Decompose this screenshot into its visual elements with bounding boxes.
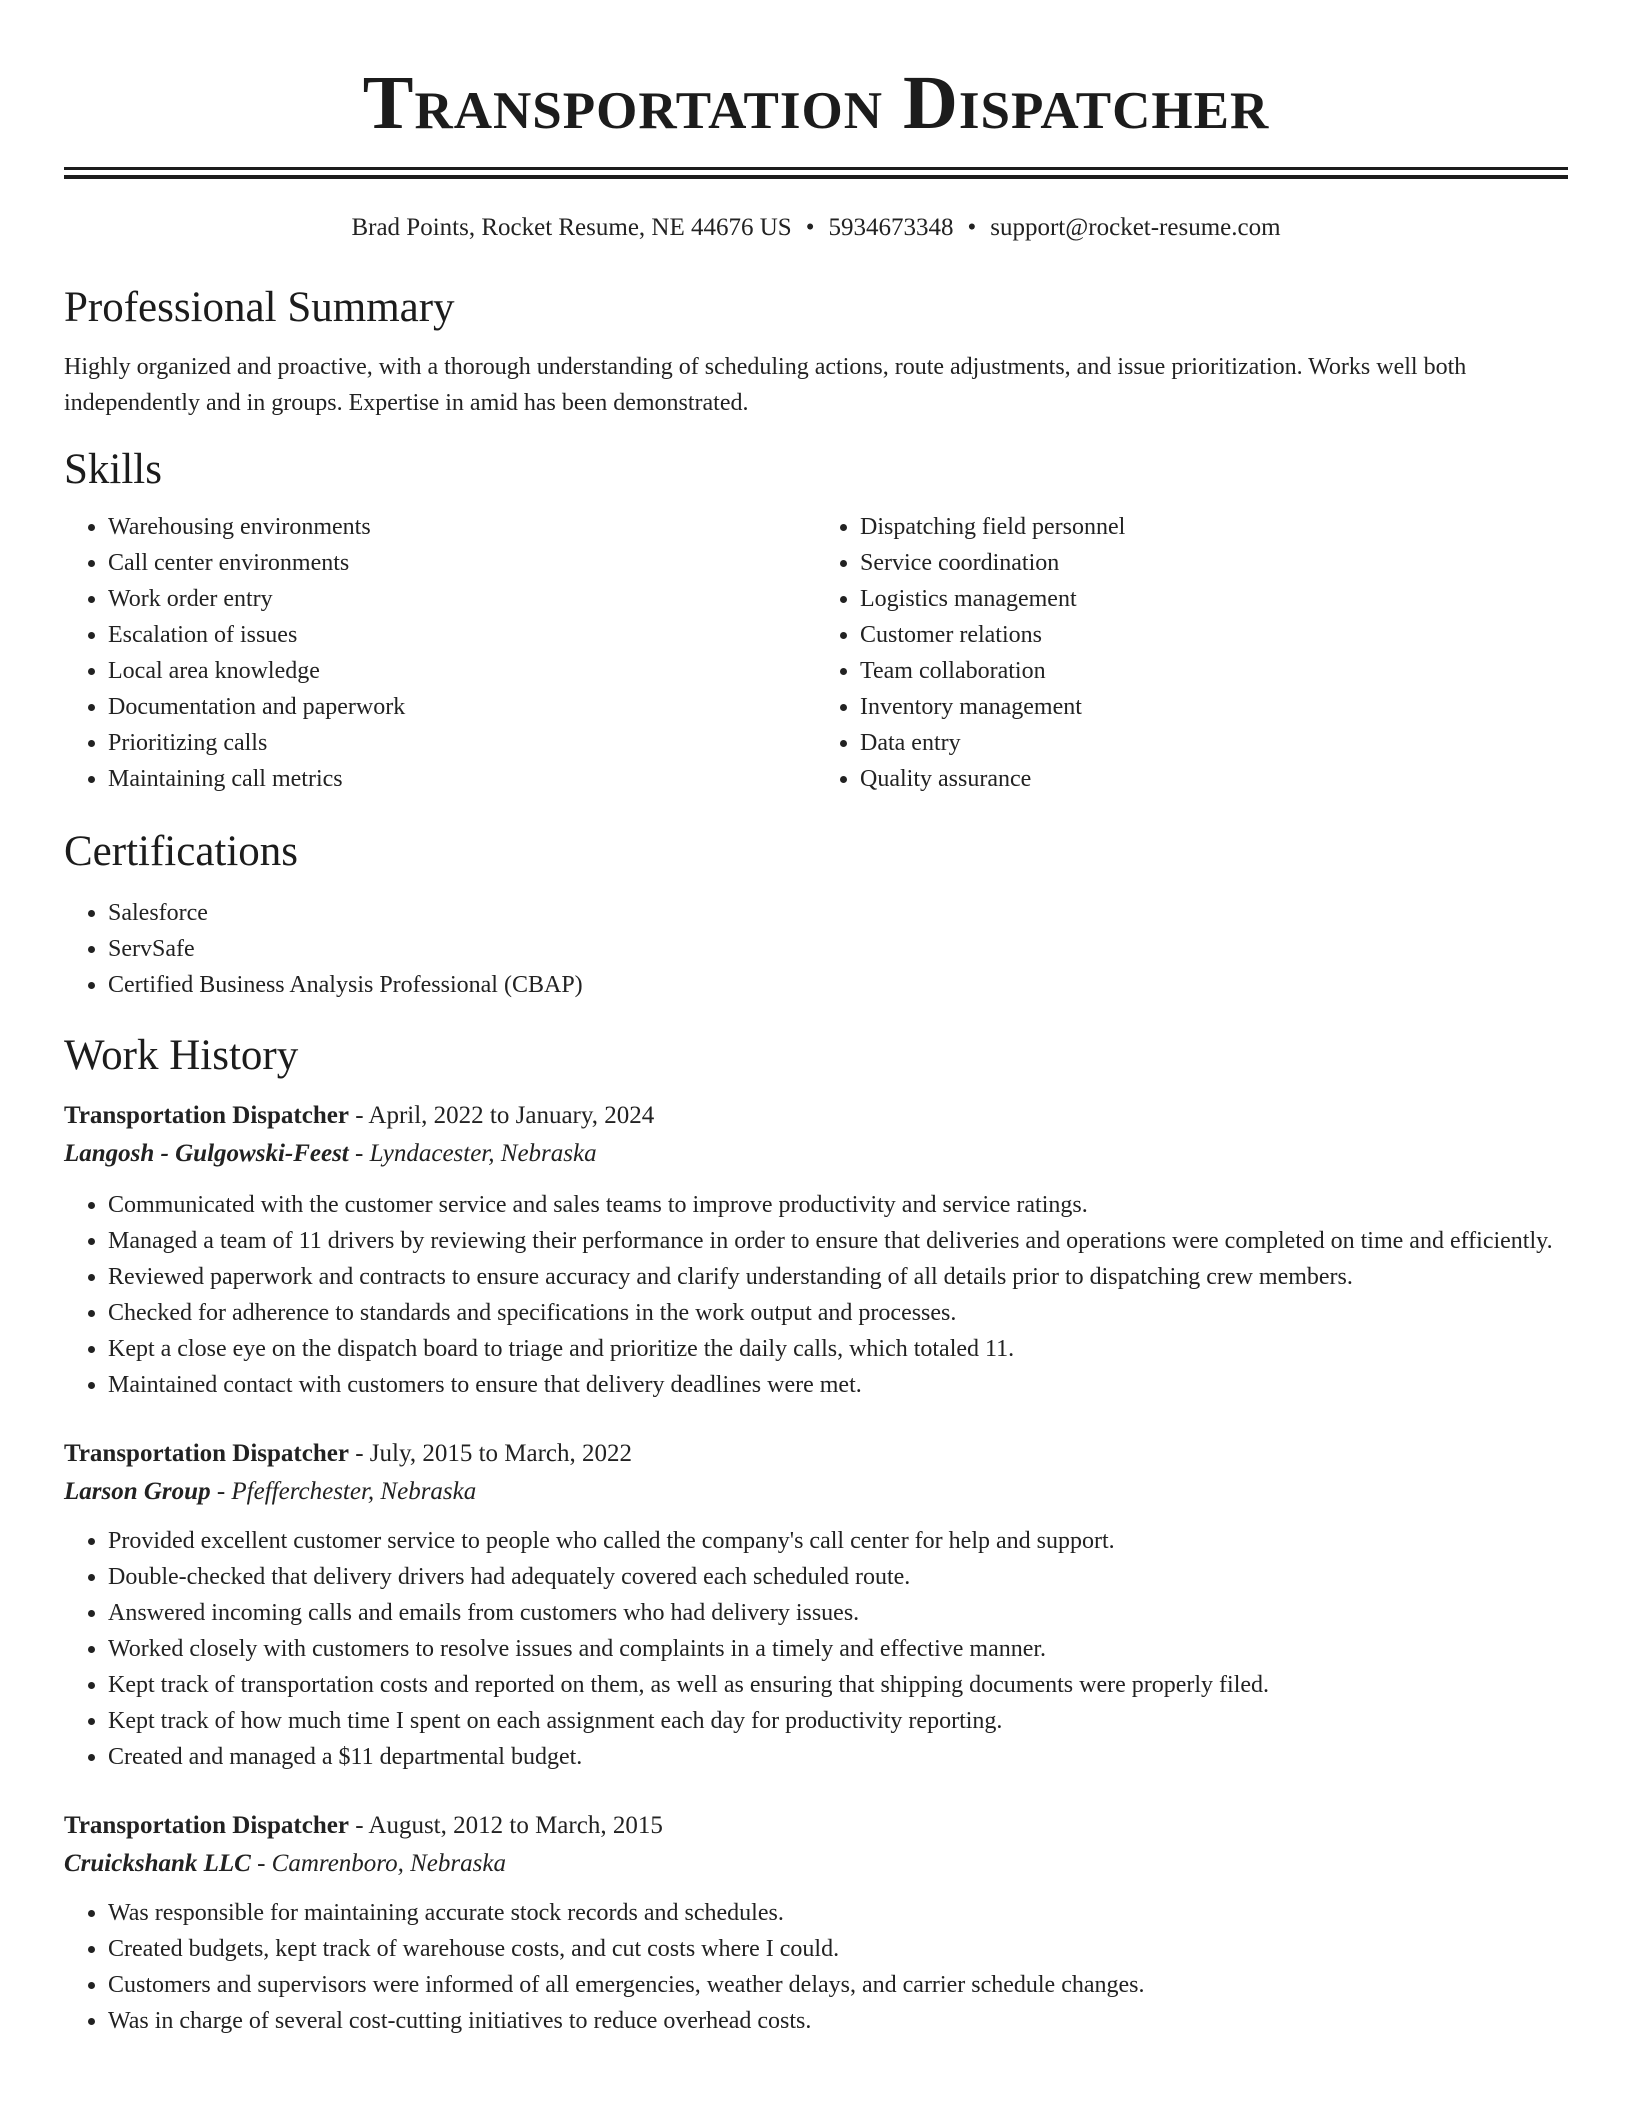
job-bullet: • Worked closely with customers to resolve issues and complaints in a timely and effective manner. <box>108 1631 1568 1667</box>
job-dates: - August, 2012 to March, 2015 <box>348 1812 663 1839</box>
certifications-list <box>64 895 1568 1003</box>
contact-line <box>64 213 1568 243</box>
job-bullet: • Maintained contact with customers to ensure that delivery deadlines were met. <box>108 1367 1568 1403</box>
company-location: - Pfefferchester, Nebraska <box>210 1478 477 1505</box>
job-title: Transportation Dispatcher <box>64 1812 349 1839</box>
skill-item: • Quality assurance <box>860 761 1568 797</box>
skill-item: • Work order entry <box>108 581 816 617</box>
skill-item: • Inventory management <box>860 689 1568 725</box>
job-title-line <box>64 1807 1568 1845</box>
skill-item: • Local area knowledge <box>108 653 816 689</box>
title-divider-lower <box>64 175 1568 179</box>
company-location: - Camrenboro, Nebraska <box>250 1850 506 1877</box>
job-bullet: • Customers and supervisors were informed of all emergencies, weather delays, and carrier schedule changes. <box>108 1967 1568 2003</box>
job-bullet: • Created budgets, kept track of warehouse costs, and cut costs where I could. <box>108 1931 1568 1967</box>
company-name: Cruickshank LLC <box>64 1850 251 1877</box>
work-history-heading: Work History <box>64 1032 299 1079</box>
company-line <box>64 1135 1568 1173</box>
company-line <box>64 1473 1568 1511</box>
skill-item: • Escalation of issues <box>108 617 816 653</box>
job-bullet: • Checked for adherence to standards and specifications in the work output and processes. <box>108 1295 1568 1331</box>
job-title: Transportation Dispatcher <box>64 1102 349 1129</box>
skills-heading: Skills <box>64 446 162 493</box>
certification-item: • Certified Business Analysis Professional (CBAP) <box>108 967 1568 1003</box>
job-bullet: • Provided excellent customer service to people who called the company's call center for help and support. <box>108 1523 1568 1559</box>
skill-item: • Maintaining call metrics <box>108 761 816 797</box>
job-dates: - July, 2015 to March, 2022 <box>348 1440 633 1467</box>
job-entry <box>64 1435 1568 1775</box>
skill-item: • Service coordination <box>860 545 1568 581</box>
job-bullet: • Kept track of how much time I spent on each assignment each day for productivity reporting. <box>108 1703 1568 1739</box>
contact-email: support@rocket-resume.com <box>990 214 1281 241</box>
skills-column-right <box>816 509 1568 797</box>
skill-item: • Dispatching field personnel <box>860 509 1568 545</box>
contact-separator: • <box>967 214 977 241</box>
job-dates: - April, 2022 to January, 2024 <box>348 1102 655 1129</box>
resume-title: Transportation Dispatcher <box>362 61 1270 145</box>
skills-list <box>64 509 1568 797</box>
job-bullet: • Was in charge of several cost-cutting initiatives to reduce overhead costs. <box>108 2003 1568 2039</box>
title-divider <box>64 167 1568 170</box>
skill-item: • Data entry <box>860 725 1568 761</box>
company-location: - Lyndacester, Nebraska <box>348 1140 597 1167</box>
job-bullet: • Answered incoming calls and emails from customers who had delivery issues. <box>108 1595 1568 1631</box>
job-title-line <box>64 1435 1568 1473</box>
job-bullet: • Double-checked that delivery drivers had adequately covered each scheduled route. <box>108 1559 1568 1595</box>
summary-heading: Professional Summary <box>64 284 455 331</box>
certification-item: • ServSafe <box>108 931 1568 967</box>
job-bullets <box>64 1895 1568 2039</box>
company-name: Larson Group <box>64 1478 211 1505</box>
skill-item: • Logistics management <box>860 581 1568 617</box>
skill-item: • Documentation and paperwork <box>108 689 816 725</box>
job-bullet: • Reviewed paperwork and contracts to ensure accuracy and clarify understanding of all details prior to dispatching crew members. <box>108 1259 1568 1295</box>
job-title-line <box>64 1097 1568 1135</box>
job-title: Transportation Dispatcher <box>64 1440 349 1467</box>
certifications-heading: Certifications <box>64 828 299 875</box>
skill-item: • Warehousing environments <box>108 509 816 545</box>
skill-item: • Customer relations <box>860 617 1568 653</box>
company-name: Langosh - Gulgowski-Feest <box>64 1140 349 1167</box>
job-bullet: • Kept track of transportation costs and reported on them, as well as ensuring that shipping documents were properly filed. <box>108 1667 1568 1703</box>
company-line <box>64 1845 1568 1883</box>
job-bullet: • Was responsible for maintaining accurate stock records and schedules. <box>108 1895 1568 1931</box>
resume-page <box>64 0 1568 2039</box>
job-bullet: • Kept a close eye on the dispatch board to triage and prioritize the daily calls, which totaled 11. <box>108 1331 1568 1367</box>
job-bullets <box>64 1187 1568 1403</box>
certification-item: • Salesforce <box>108 895 1568 931</box>
contact-separator: • <box>805 214 815 241</box>
job-bullets <box>64 1523 1568 1775</box>
skill-item: • Team collaboration <box>860 653 1568 689</box>
contact-address: Brad Points, Rocket Resume, NE 44676 US <box>351 214 792 241</box>
job-entry <box>64 1097 1568 1403</box>
summary-text: Highly organized and proactive, with a thorough understanding of scheduling actions, route adjustments, and issue prioritization. Works well both independently and in groups. Expertise in amid has been demonstrated. <box>64 354 1467 416</box>
skill-item: • Prioritizing calls <box>108 725 816 761</box>
skills-column-left <box>64 509 816 797</box>
job-entry <box>64 1807 1568 2039</box>
job-bullet: • Created and managed a $11 departmental budget. <box>108 1739 1568 1775</box>
job-bullet: • Communicated with the customer service and sales teams to improve productivity and service ratings. <box>108 1187 1568 1223</box>
skill-item: • Call center environments <box>108 545 816 581</box>
job-bullet: • Managed a team of 11 drivers by reviewing their performance in order to ensure that deliveries and operations were completed on time and efficiently. <box>108 1223 1568 1259</box>
contact-phone: 5934673348 <box>828 214 954 241</box>
